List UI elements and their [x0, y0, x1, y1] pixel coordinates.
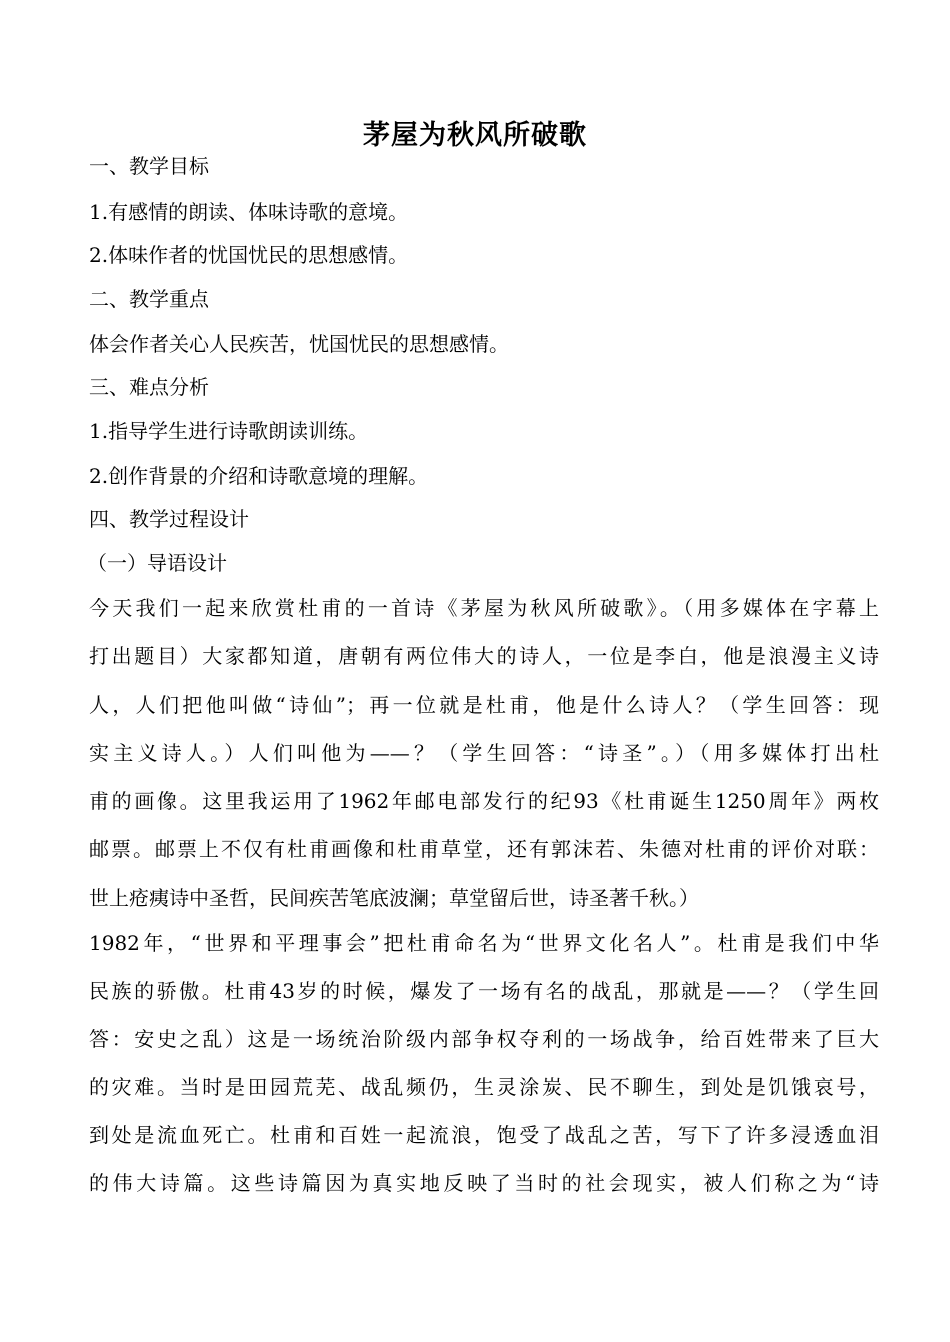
paragraph-line: 今天我们一起来欣赏杜甫的一首诗《茅屋为秋风所破歌》。（用多媒体在字幕上	[89, 596, 879, 620]
paragraph-line: 民族的骄傲。杜甫43岁的时候，爆发了一场有名的战乱，那就是——？（学生回	[89, 979, 879, 1003]
paragraph-line: 1982年，“世界和平理事会”把杜甫命名为“世界文化名人”。杜甫是我们中华	[89, 931, 879, 955]
paragraph-line: 世上疮痍诗中圣哲，民间疾苦笔底波澜；草堂留后世，诗圣著千秋。）	[89, 886, 699, 910]
difficulty-item-2: 2.创作背景的介绍和诗歌意境的理解。	[89, 464, 429, 488]
paragraph-line: 实主义诗人。）人们叫他为——？（学生回答：“诗圣”。）（用多媒体打出杜	[89, 741, 879, 765]
heading-process-design: 四、教学过程设计	[89, 507, 249, 531]
subheading-intro-design: （一）导语设计	[87, 551, 227, 575]
heading-teaching-focus: 二、教学重点	[89, 287, 209, 311]
goal-item-2: 2.体味作者的忧国忧民的思想感情。	[89, 243, 409, 267]
difficulty-item-1: 1.指导学生进行诗歌朗读训练。	[89, 419, 369, 443]
paragraph-line: 的伟大诗篇。这些诗篇因为真实地反映了当时的社会现实，被人们称之为“诗	[89, 1171, 879, 1195]
paragraph-line: 人，人们把他叫做“诗仙”；再一位就是杜甫，他是什么诗人？（学生回答：现	[89, 693, 879, 717]
paragraph-line: 邮票。邮票上不仅有杜甫画像和杜甫草堂，还有郭沫若、朱德对杜甫的评价对联：	[89, 837, 879, 861]
goal-item-1: 1.有感情的朗读、体味诗歌的意境。	[89, 200, 409, 224]
heading-teaching-goals: 一、教学目标	[89, 154, 209, 178]
heading-difficulty-analysis: 三、难点分析	[89, 375, 209, 399]
paragraph-line: 答：安史之乱）这是一场统治阶级内部争权夺利的一场战争，给百姓带来了巨大	[89, 1027, 879, 1051]
paragraph-line: 甫的画像。这里我运用了1962年邮电部发行的纪93《杜甫诞生1250周年》两枚	[89, 789, 879, 813]
paragraph-line: 打出题目）大家都知道，唐朝有两位伟大的诗人，一位是李白，他是浪漫主义诗	[89, 644, 879, 668]
paragraph-line: 的灾难。当时是田园荒芜、战乱频仍，生灵涂炭、民不聊生，到处是饥饿哀号，	[89, 1075, 879, 1099]
document-title: 茅屋为秋风所破歌	[363, 120, 587, 151]
focus-text: 体会作者关心人民疾苦，忧国忧民的思想感情。	[89, 332, 509, 356]
paragraph-line: 到处是流血死亡。杜甫和百姓一起流浪，饱受了战乱之苦，写下了许多浸透血泪	[89, 1123, 879, 1147]
